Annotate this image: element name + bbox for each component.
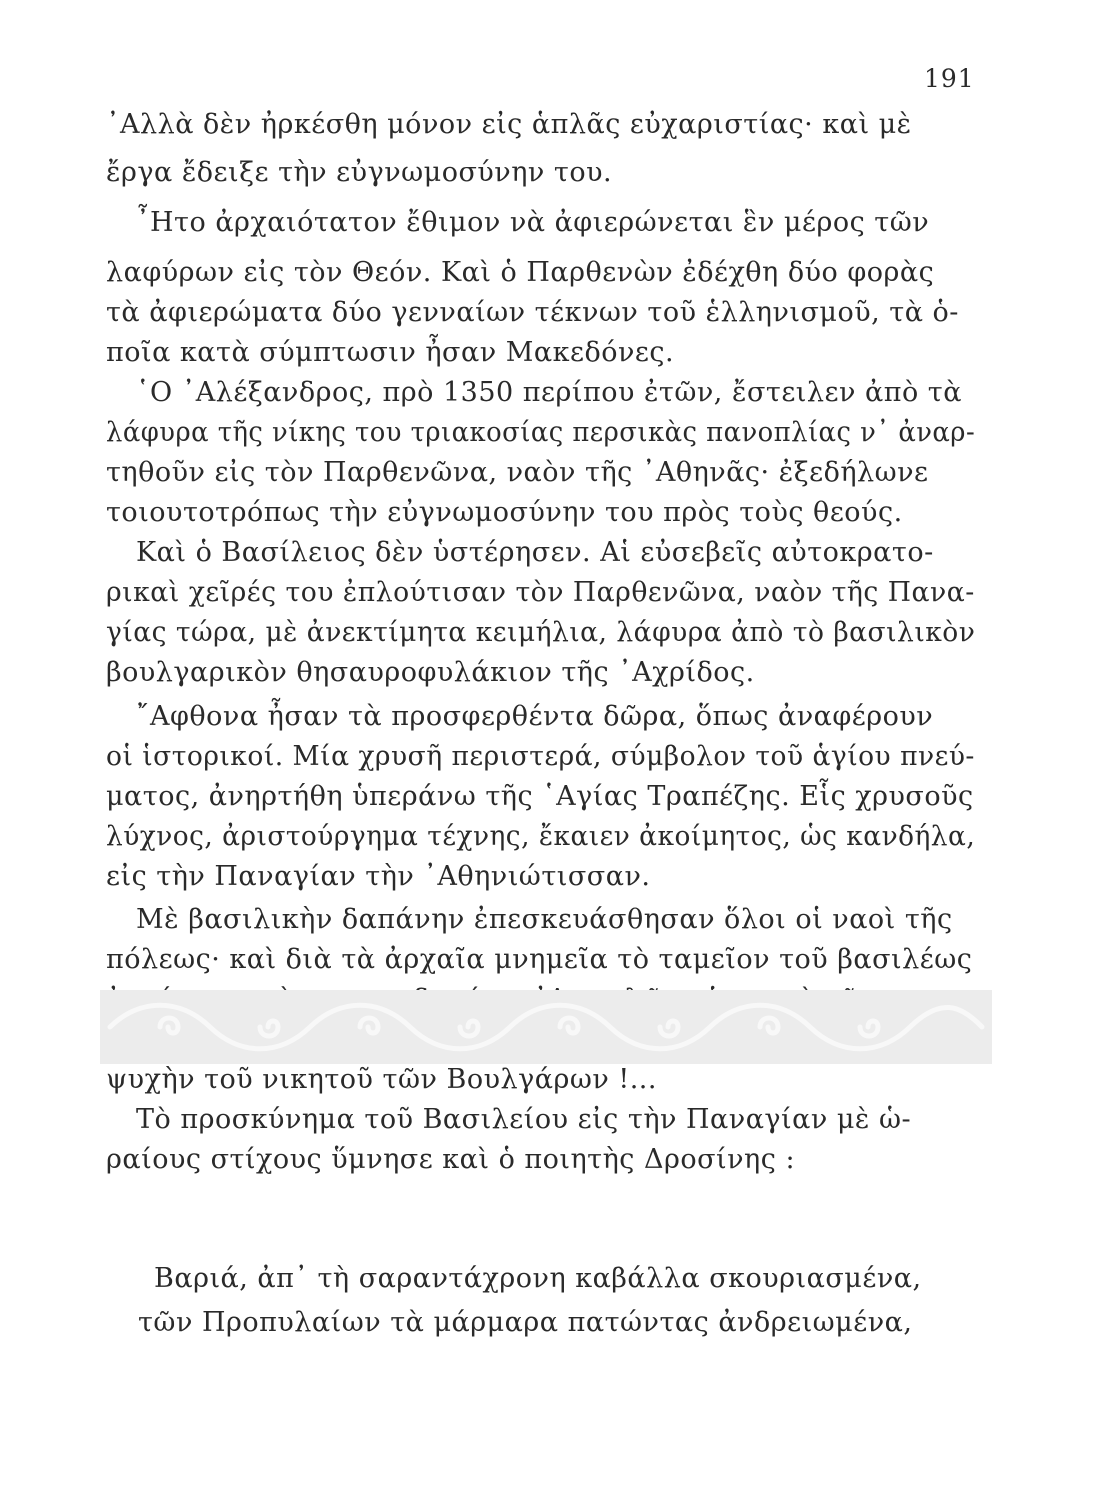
text-line: ψυχὴν τοῦ νικητοῦ τῶν Βουλγάρων !...: [106, 1064, 657, 1095]
text-line: τηθοῦν εἰς τὸν Παρθενῶνα, ναὸν τῆς ᾿Αθηνᾶς· ἐξεδήλωνε: [106, 457, 929, 488]
text-line: ῾Ο ᾿Αλέξανδρος, πρὸ 1350 περίπου ἐτῶν, ἔστειλεν ἀπὸ τὰ: [136, 377, 962, 408]
text-line: πόλεως· καὶ διὰ τὰ ἀρχαῖα μνημεῖα τὸ ταμεῖον τοῦ βασιλέως: [106, 944, 973, 975]
text-line: ῎Αφθονα ἦσαν τὰ προσφερθέντα δῶρα, ὅπως ἀναφέρουν: [136, 701, 934, 732]
text-line: ᾿Αλλὰ δὲν ἠρκέσθη μόνον εἰς ἁπλᾶς εὐχαριστίας· καὶ μὲ: [106, 109, 912, 140]
text-line: Καὶ ὁ Βασίλειος δὲν ὑστέρησεν. Αἱ εὐσεβεῖς αὐτοκρατο-: [136, 537, 934, 568]
verse-line: Βαριά, ἀπ᾿ τὴ σαραντάχρονη καβάλλα σκουριασμένα,: [154, 1263, 922, 1294]
text-line: οἱ ἱστορικοί. Μία χρυσῆ περιστερά, σύμβολον τοῦ ἁγίου πνεύ-: [106, 741, 975, 772]
text-line: ματος, ἀνηρτήθη ὑπεράνω τῆς ῾Αγίας Τραπέζης. Εἷς χρυσοῦς: [106, 781, 974, 812]
verse-line: τῶν Προπυλαίων τὰ μάρμαρα πατώντας ἀνδρειωμένα,: [138, 1307, 913, 1338]
page-number: 191: [924, 64, 975, 93]
text-line: λαφύρων εἰς τὸν Θεόν. Καὶ ὁ Παρθενὼν ἐδέχθη δύο φορὰς: [106, 257, 935, 288]
text-line: ποῖα κατὰ σύμπτωσιν ἦσαν Μακεδόνες.: [106, 337, 675, 368]
text-line: βουλγαρικὸν θησαυροφυλάκιον τῆς ᾿Αχρίδος.: [106, 657, 755, 688]
text-line: λύχνος, ἀριστούργημα τέχνης, ἔκαιεν ἀκοίμητος, ὡς κανδήλα,: [106, 821, 976, 852]
text-line: τοιουτοτρόπως τὴν εὐγνωμοσύνην του πρὸς τοὺς θεούς.: [106, 497, 903, 528]
text-line: Τὸ προσκύνημα τοῦ Βασιλείου εἰς τὴν Παναγίαν μὲ ὡ-: [136, 1104, 912, 1135]
text-line: εἰς τὴν Παναγίαν τὴν ᾿Αθηνιώτισσαν.: [106, 861, 651, 892]
text-line: ρικαὶ χεῖρές του ἐπλούτισαν τὸν Παρθενῶνα, ναὸν τῆς Πανα-: [106, 577, 975, 608]
text-line: ἔργα ἔδειξε τὴν εὐγνωμοσύνην του.: [106, 157, 613, 188]
text-line: τὰ ἀφιερώματα δύο γενναίων τέκνων τοῦ ἑλληνισμοῦ, τὰ ὁ-: [106, 297, 959, 328]
text-line: ῏Ητο ἀρχαιότατον ἔθιμον νὰ ἀφιερώνεται ἓν μέρος τῶν: [136, 207, 930, 238]
text-line: λάφυρα τῆς νίκης του τριακοσίας περσικὰς πανοπλίας ν᾿ ἀναρ-: [106, 417, 976, 448]
text-line: γίας τώρα, μὲ ἀνεκτίμητα κειμήλια, λάφυρα ἀπὸ τὸ βασιλικὸν: [106, 617, 976, 648]
text-line: ραίους στίχους ὕμνησε καὶ ὁ ποιητὴς Δροσίνης :: [106, 1144, 796, 1175]
text-line: Μὲ βασιλικὴν δαπάνην ἐπεσκευάσθησαν ὅλοι οἱ ναοὶ τῆς: [136, 904, 953, 935]
greek-ornamental-border-icon: [100, 990, 992, 1064]
